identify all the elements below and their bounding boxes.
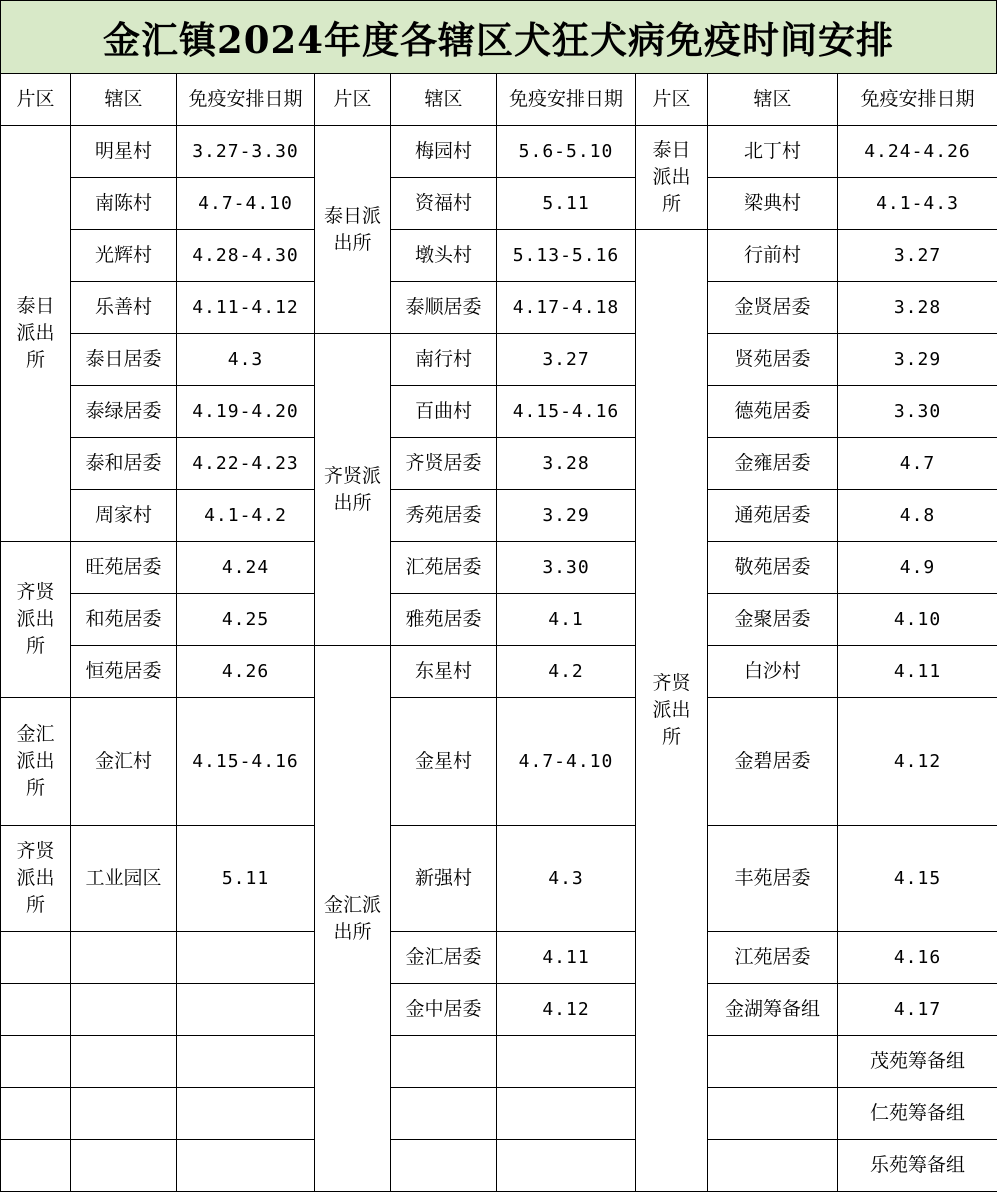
date-cell: 4.1-4.3 <box>838 178 997 230</box>
date-cell: 4.15-4.16 <box>177 698 315 826</box>
date-cell: 4.1 <box>497 594 636 646</box>
empty-cell <box>1 984 71 1036</box>
table-row <box>1 826 997 932</box>
empty-cell <box>71 1140 177 1192</box>
empty-cell <box>177 1140 315 1192</box>
date-cell: 3.30 <box>497 542 636 594</box>
date-cell: 4.28-4.30 <box>177 230 315 282</box>
district-cell: 贤苑居委 <box>708 334 838 386</box>
district-cell: 泰和居委 <box>71 438 177 490</box>
table-row <box>1 334 997 386</box>
date-cell: 4.17 <box>838 984 997 1036</box>
district-cell: 泰绿居委 <box>71 386 177 438</box>
district-cell: 北丁村 <box>708 126 838 178</box>
table-row <box>1 1036 997 1088</box>
district-cell: 光辉村 <box>71 230 177 282</box>
district-cell: 百曲村 <box>391 386 497 438</box>
date-cell: 4.11 <box>838 646 997 698</box>
district-cell: 旺苑居委 <box>71 542 177 594</box>
district-cell: 泰顺居委 <box>391 282 497 334</box>
table-row <box>1 438 997 490</box>
district-cell: 金碧居委 <box>708 698 838 826</box>
district-cell: 秀苑居委 <box>391 490 497 542</box>
empty-cell <box>497 1088 636 1140</box>
district-cell: 白沙村 <box>708 646 838 698</box>
header-date-3: 免疫安排日期 <box>838 74 997 126</box>
date-cell: 4.3 <box>497 826 636 932</box>
header-district-3: 辖区 <box>708 74 838 126</box>
date-cell: 5.11 <box>497 178 636 230</box>
page-title: 金汇镇2024年度各辖区犬狂犬病免疫时间安排 <box>0 0 997 74</box>
empty-cell <box>497 1140 636 1192</box>
district-cell: 德苑居委 <box>708 386 838 438</box>
district-cell: 新强村 <box>391 826 497 932</box>
empty-cell <box>708 1088 838 1140</box>
table-row <box>1 126 997 178</box>
date-cell: 4.12 <box>497 984 636 1036</box>
district-cell: 丰苑居委 <box>708 826 838 932</box>
date-cell: 4.7-4.10 <box>497 698 636 826</box>
date-cell: 4.8 <box>838 490 997 542</box>
zone-cell: 泰日 派出 所 <box>636 126 708 230</box>
header-row <box>1 74 997 126</box>
header-date-1: 免疫安排日期 <box>177 74 315 126</box>
empty-cell <box>391 1088 497 1140</box>
empty-cell <box>177 1088 315 1140</box>
date-cell: 4.24 <box>177 542 315 594</box>
date-cell: 4.24-4.26 <box>838 126 997 178</box>
district-cell: 乐善村 <box>71 282 177 334</box>
table-row <box>1 490 997 542</box>
date-cell: 4.3 <box>177 334 315 386</box>
district-cell: 雅苑居委 <box>391 594 497 646</box>
district-cell: 齐贤居委 <box>391 438 497 490</box>
date-cell: 4.11-4.12 <box>177 282 315 334</box>
table-row <box>1 1088 997 1140</box>
district-cell: 资福村 <box>391 178 497 230</box>
district-cell: 金星村 <box>391 698 497 826</box>
date-cell: 5.11 <box>177 826 315 932</box>
zone-cell: 齐贤 派出 所 <box>1 826 71 932</box>
date-cell: 4.9 <box>838 542 997 594</box>
date-cell: 4.10 <box>838 594 997 646</box>
table-row <box>1 698 997 826</box>
empty-cell <box>71 932 177 984</box>
table-row <box>1 230 997 282</box>
district-cell: 汇苑居委 <box>391 542 497 594</box>
district-cell: 周家村 <box>71 490 177 542</box>
date-cell: 3.27 <box>838 230 997 282</box>
zone-cell: 金汇派 出所 <box>315 646 391 1192</box>
date-cell: 4.25 <box>177 594 315 646</box>
schedule-table <box>0 73 997 1192</box>
empty-cell <box>708 1140 838 1192</box>
date-cell: 3.29 <box>838 334 997 386</box>
district-cell: 金贤居委 <box>708 282 838 334</box>
empty-cell <box>1 1140 71 1192</box>
district-cell: 工业园区 <box>71 826 177 932</box>
header-date-2: 免疫安排日期 <box>497 74 636 126</box>
empty-cell <box>71 1088 177 1140</box>
district-cell: 行前村 <box>708 230 838 282</box>
district-cell: 敬苑居委 <box>708 542 838 594</box>
empty-cell <box>177 984 315 1036</box>
district-cell: 金雍居委 <box>708 438 838 490</box>
date-cell: 4.2 <box>497 646 636 698</box>
district-cell: 恒苑居委 <box>71 646 177 698</box>
date-cell: 4.12 <box>838 698 997 826</box>
district-cell: 仁苑筹备组 <box>838 1088 997 1140</box>
empty-cell <box>177 932 315 984</box>
district-cell: 梁典村 <box>708 178 838 230</box>
empty-cell <box>708 1036 838 1088</box>
date-cell: 3.27-3.30 <box>177 126 315 178</box>
date-cell: 4.19-4.20 <box>177 386 315 438</box>
date-cell: 4.11 <box>497 932 636 984</box>
empty-cell <box>177 1036 315 1088</box>
date-cell: 4.22-4.23 <box>177 438 315 490</box>
table-row <box>1 1140 997 1192</box>
zone-cell: 齐贤 派出 所 <box>636 230 708 1192</box>
date-cell: 4.7 <box>838 438 997 490</box>
empty-cell <box>391 1036 497 1088</box>
table-row <box>1 932 997 984</box>
header-zone-3: 片区 <box>636 74 708 126</box>
district-cell: 金湖筹备组 <box>708 984 838 1036</box>
district-cell: 金聚居委 <box>708 594 838 646</box>
district-cell: 梅园村 <box>391 126 497 178</box>
district-cell: 通苑居委 <box>708 490 838 542</box>
header-zone-1: 片区 <box>1 74 71 126</box>
empty-cell <box>1 1088 71 1140</box>
date-cell: 3.27 <box>497 334 636 386</box>
empty-cell <box>71 984 177 1036</box>
date-cell: 3.28 <box>838 282 997 334</box>
district-cell: 明星村 <box>71 126 177 178</box>
table-row <box>1 386 997 438</box>
date-cell: 4.16 <box>838 932 997 984</box>
district-cell: 东星村 <box>391 646 497 698</box>
district-cell: 茂苑筹备组 <box>838 1036 997 1088</box>
date-cell: 5.6-5.10 <box>497 126 636 178</box>
date-cell: 3.30 <box>838 386 997 438</box>
empty-cell <box>497 1036 636 1088</box>
district-cell: 江苑居委 <box>708 932 838 984</box>
date-cell: 4.26 <box>177 646 315 698</box>
empty-cell <box>391 1140 497 1192</box>
date-cell: 4.15 <box>838 826 997 932</box>
table-row <box>1 178 997 230</box>
district-cell: 金汇居委 <box>391 932 497 984</box>
district-cell: 金中居委 <box>391 984 497 1036</box>
header-district-2: 辖区 <box>391 74 497 126</box>
zone-cell: 齐贤 派出 所 <box>1 542 71 698</box>
table-row <box>1 984 997 1036</box>
table-row <box>1 282 997 334</box>
header-zone-2: 片区 <box>315 74 391 126</box>
empty-cell <box>1 1036 71 1088</box>
zone-cell: 泰日 派出 所 <box>1 126 71 542</box>
empty-cell <box>1 932 71 984</box>
table-row <box>1 594 997 646</box>
zone-cell: 齐贤派 出所 <box>315 334 391 646</box>
district-cell: 南行村 <box>391 334 497 386</box>
date-cell: 5.13-5.16 <box>497 230 636 282</box>
table-row <box>1 646 997 698</box>
district-cell: 墩头村 <box>391 230 497 282</box>
district-cell: 金汇村 <box>71 698 177 826</box>
date-cell: 4.7-4.10 <box>177 178 315 230</box>
date-cell: 4.17-4.18 <box>497 282 636 334</box>
district-cell: 泰日居委 <box>71 334 177 386</box>
header-district-1: 辖区 <box>71 74 177 126</box>
district-cell: 乐苑筹备组 <box>838 1140 997 1192</box>
date-cell: 4.1-4.2 <box>177 490 315 542</box>
table-row <box>1 542 997 594</box>
district-cell: 南陈村 <box>71 178 177 230</box>
zone-cell: 泰日派 出所 <box>315 126 391 334</box>
date-cell: 3.28 <box>497 438 636 490</box>
zone-cell: 金汇 派出 所 <box>1 698 71 826</box>
date-cell: 3.29 <box>497 490 636 542</box>
empty-cell <box>71 1036 177 1088</box>
date-cell: 4.15-4.16 <box>497 386 636 438</box>
district-cell: 和苑居委 <box>71 594 177 646</box>
